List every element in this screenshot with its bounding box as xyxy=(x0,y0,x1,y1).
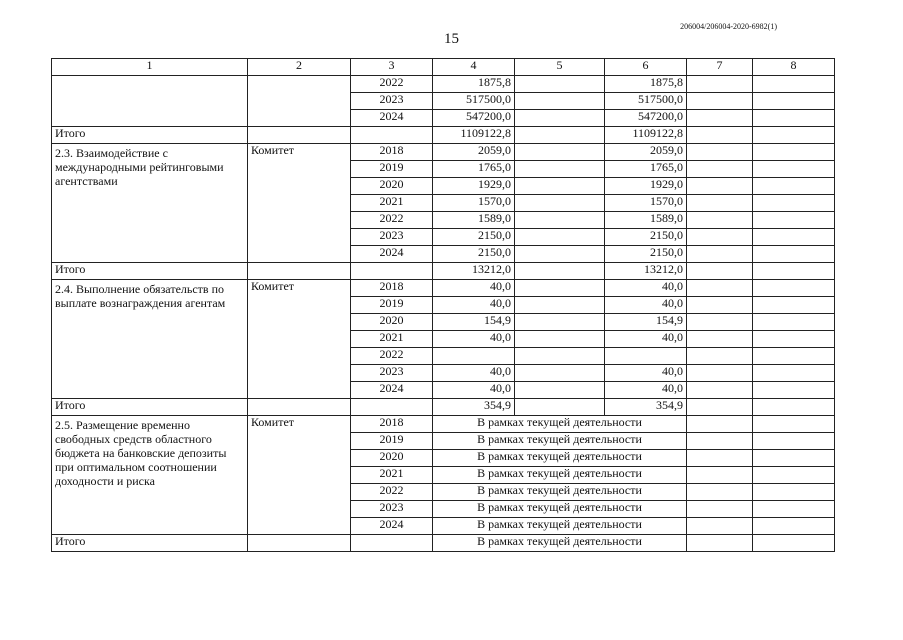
col7-cell xyxy=(687,76,753,93)
col8-cell xyxy=(753,433,835,450)
year-cell: 2022 xyxy=(351,212,433,229)
col5-cell xyxy=(515,144,605,161)
year-cell: 2022 xyxy=(351,484,433,501)
amount-col4-cell: 1929,0 xyxy=(433,178,515,195)
total-col6-cell: 354,9 xyxy=(605,399,687,416)
amount-col4-cell: 2150,0 xyxy=(433,229,515,246)
column-header: 7 xyxy=(687,59,753,76)
amount-col4-cell: 517500,0 xyxy=(433,93,515,110)
col7-cell xyxy=(687,450,753,467)
col8-cell xyxy=(753,331,835,348)
amount-col4-cell: 1875,8 xyxy=(433,76,515,93)
total-label: Итого xyxy=(52,535,248,552)
col8-cell xyxy=(753,93,835,110)
col8-cell xyxy=(753,263,835,280)
amount-col4-cell: 40,0 xyxy=(433,331,515,348)
note-cell: В рамках текущей деятельности xyxy=(433,467,687,484)
col7-cell xyxy=(687,212,753,229)
amount-col6-cell: 1589,0 xyxy=(605,212,687,229)
col8-cell xyxy=(753,280,835,297)
column-header: 6 xyxy=(605,59,687,76)
col8-cell xyxy=(753,212,835,229)
col8-cell xyxy=(753,518,835,535)
col8-cell xyxy=(753,399,835,416)
note-cell: В рамках текущей деятельности xyxy=(433,518,687,535)
amount-col4-cell: 40,0 xyxy=(433,365,515,382)
year-cell: 2024 xyxy=(351,518,433,535)
year-cell: 2021 xyxy=(351,467,433,484)
col8-cell xyxy=(753,195,835,212)
col5-cell xyxy=(515,314,605,331)
amount-col6-cell: 2150,0 xyxy=(605,229,687,246)
col5-cell xyxy=(515,195,605,212)
col2-cell xyxy=(248,127,351,144)
col5-cell xyxy=(515,110,605,127)
amount-col6-cell: 547200,0 xyxy=(605,110,687,127)
col8-cell xyxy=(753,178,835,195)
total-col4-cell: 13212,0 xyxy=(433,263,515,280)
col5-cell xyxy=(515,382,605,399)
col8-cell xyxy=(753,348,835,365)
year-cell: 2020 xyxy=(351,178,433,195)
col5-cell xyxy=(515,297,605,314)
note-cell: В рамках текущей деятельности xyxy=(433,450,687,467)
col2-cell xyxy=(248,263,351,280)
col8-cell xyxy=(753,382,835,399)
total-col4-cell: 1109122,8 xyxy=(433,127,515,144)
total-row xyxy=(52,399,835,416)
executor-cell: Комитет xyxy=(248,144,351,263)
col3-cell xyxy=(351,127,433,144)
col7-cell xyxy=(687,501,753,518)
year-cell: 2023 xyxy=(351,93,433,110)
col7-cell xyxy=(687,518,753,535)
col3-cell xyxy=(351,263,433,280)
col5-cell xyxy=(515,127,605,144)
note-cell: В рамках текущей деятельности xyxy=(433,433,687,450)
amount-col6-cell: 1570,0 xyxy=(605,195,687,212)
amount-col4-cell: 2150,0 xyxy=(433,246,515,263)
amount-col6-cell: 40,0 xyxy=(605,331,687,348)
col8-cell xyxy=(753,297,835,314)
col5-cell xyxy=(515,365,605,382)
col8-cell xyxy=(753,229,835,246)
amount-col4-cell: 154,9 xyxy=(433,314,515,331)
amount-col4-cell: 40,0 xyxy=(433,297,515,314)
amount-col4-cell: 40,0 xyxy=(433,382,515,399)
col5-cell xyxy=(515,76,605,93)
col7-cell xyxy=(687,331,753,348)
column-header: 2 xyxy=(248,59,351,76)
col8-cell xyxy=(753,416,835,433)
amount-col6-cell: 517500,0 xyxy=(605,93,687,110)
col5-cell xyxy=(515,229,605,246)
amount-col6-cell: 40,0 xyxy=(605,382,687,399)
column-header: 1 xyxy=(52,59,248,76)
total-label: Итого xyxy=(52,399,248,416)
col7-cell xyxy=(687,416,753,433)
col7-cell xyxy=(687,484,753,501)
col8-cell xyxy=(753,246,835,263)
note-cell: В рамках текущей деятельности xyxy=(433,416,687,433)
col7-cell xyxy=(687,127,753,144)
col5-cell xyxy=(515,331,605,348)
col7-cell xyxy=(687,144,753,161)
col5-cell xyxy=(515,178,605,195)
col5-cell xyxy=(515,348,605,365)
col8-cell xyxy=(753,110,835,127)
total-col6-cell: 1109122,8 xyxy=(605,127,687,144)
year-cell: 2024 xyxy=(351,246,433,263)
col7-cell xyxy=(687,110,753,127)
year-cell: 2023 xyxy=(351,365,433,382)
col7-cell xyxy=(687,297,753,314)
note-cell: В рамках текущей деятельности xyxy=(433,484,687,501)
col8-cell xyxy=(753,501,835,518)
col5-cell xyxy=(515,93,605,110)
activity-name: 2.4. Выполнение обязательств по выплате вознаграждения агентам xyxy=(52,280,248,399)
col7-cell xyxy=(687,314,753,331)
amount-col4-cell xyxy=(433,348,515,365)
year-cell: 2021 xyxy=(351,331,433,348)
year-cell: 2021 xyxy=(351,195,433,212)
amount-col4-cell: 1765,0 xyxy=(433,161,515,178)
col5-cell xyxy=(515,161,605,178)
col7-cell xyxy=(687,399,753,416)
total-col4-cell: 354,9 xyxy=(433,399,515,416)
col8-cell xyxy=(753,450,835,467)
amount-col4-cell: 40,0 xyxy=(433,280,515,297)
executor-cell xyxy=(248,76,351,127)
year-cell: 2024 xyxy=(351,382,433,399)
year-cell: 2018 xyxy=(351,280,433,297)
col7-cell xyxy=(687,161,753,178)
col7-cell xyxy=(687,178,753,195)
amount-col6-cell: 40,0 xyxy=(605,280,687,297)
col5-cell xyxy=(515,263,605,280)
amount-col6-cell: 1765,0 xyxy=(605,161,687,178)
year-cell: 2024 xyxy=(351,110,433,127)
budget-table xyxy=(51,58,835,552)
total-label: Итого xyxy=(52,127,248,144)
col8-cell xyxy=(753,76,835,93)
year-cell: 2023 xyxy=(351,501,433,518)
year-cell: 2022 xyxy=(351,76,433,93)
amount-col6-cell: 2059,0 xyxy=(605,144,687,161)
year-cell: 2019 xyxy=(351,297,433,314)
col8-cell xyxy=(753,484,835,501)
total-col6-cell: 13212,0 xyxy=(605,263,687,280)
col5-cell xyxy=(515,280,605,297)
activity-name: 2.3. Взаимодействие с международными рейтинговыми агентствами xyxy=(52,144,248,263)
page-number: 15 xyxy=(444,31,459,47)
column-header: 3 xyxy=(351,59,433,76)
column-header: 8 xyxy=(753,59,835,76)
col8-cell xyxy=(753,127,835,144)
year-cell: 2023 xyxy=(351,229,433,246)
note-cell: В рамках текущей деятельности xyxy=(433,501,687,518)
col7-cell xyxy=(687,467,753,484)
col3-cell xyxy=(351,399,433,416)
document-id: 206004/206004-2020-6982(1) xyxy=(680,22,777,31)
amount-col4-cell: 547200,0 xyxy=(433,110,515,127)
year-cell: 2022 xyxy=(351,348,433,365)
col2-cell xyxy=(248,535,351,552)
amount-col6-cell: 154,9 xyxy=(605,314,687,331)
amount-col4-cell: 1589,0 xyxy=(433,212,515,229)
col5-cell xyxy=(515,246,605,263)
col8-cell xyxy=(753,535,835,552)
col7-cell xyxy=(687,280,753,297)
total-row xyxy=(52,535,835,552)
column-header: 4 xyxy=(433,59,515,76)
total-row xyxy=(52,263,835,280)
activity-name xyxy=(52,76,248,127)
col7-cell xyxy=(687,229,753,246)
col7-cell xyxy=(687,433,753,450)
header-row xyxy=(52,59,835,76)
total-row xyxy=(52,127,835,144)
executor-cell: Комитет xyxy=(248,280,351,399)
col8-cell xyxy=(753,314,835,331)
table-row xyxy=(52,280,835,297)
col8-cell xyxy=(753,161,835,178)
col7-cell xyxy=(687,348,753,365)
year-cell: 2019 xyxy=(351,433,433,450)
table-row xyxy=(52,76,835,93)
amount-col4-cell: 1570,0 xyxy=(433,195,515,212)
col7-cell xyxy=(687,93,753,110)
amount-col6-cell: 1929,0 xyxy=(605,178,687,195)
col7-cell xyxy=(687,246,753,263)
col7-cell xyxy=(687,365,753,382)
amount-col4-cell: 2059,0 xyxy=(433,144,515,161)
column-header: 5 xyxy=(515,59,605,76)
amount-col6-cell xyxy=(605,348,687,365)
amount-col6-cell: 40,0 xyxy=(605,297,687,314)
col7-cell xyxy=(687,382,753,399)
year-cell: 2018 xyxy=(351,416,433,433)
year-cell: 2020 xyxy=(351,450,433,467)
col8-cell xyxy=(753,467,835,484)
col3-cell xyxy=(351,535,433,552)
col5-cell xyxy=(515,399,605,416)
amount-col6-cell: 1875,8 xyxy=(605,76,687,93)
col5-cell xyxy=(515,212,605,229)
activity-name: 2.5. Размещение временно свободных средств областного бюджета на банковские депозиты при оптимальном соотношении доходности и риска xyxy=(52,416,248,535)
table-row xyxy=(52,144,835,161)
col2-cell xyxy=(248,399,351,416)
total-label: Итого xyxy=(52,263,248,280)
col8-cell xyxy=(753,144,835,161)
col7-cell xyxy=(687,195,753,212)
year-cell: 2018 xyxy=(351,144,433,161)
col7-cell xyxy=(687,263,753,280)
executor-cell: Комитет xyxy=(248,416,351,535)
amount-col6-cell: 40,0 xyxy=(605,365,687,382)
table-row xyxy=(52,416,835,433)
year-cell: 2019 xyxy=(351,161,433,178)
col7-cell xyxy=(687,535,753,552)
note-cell: В рамках текущей деятельности xyxy=(433,535,687,552)
col8-cell xyxy=(753,365,835,382)
amount-col6-cell: 2150,0 xyxy=(605,246,687,263)
year-cell: 2020 xyxy=(351,314,433,331)
